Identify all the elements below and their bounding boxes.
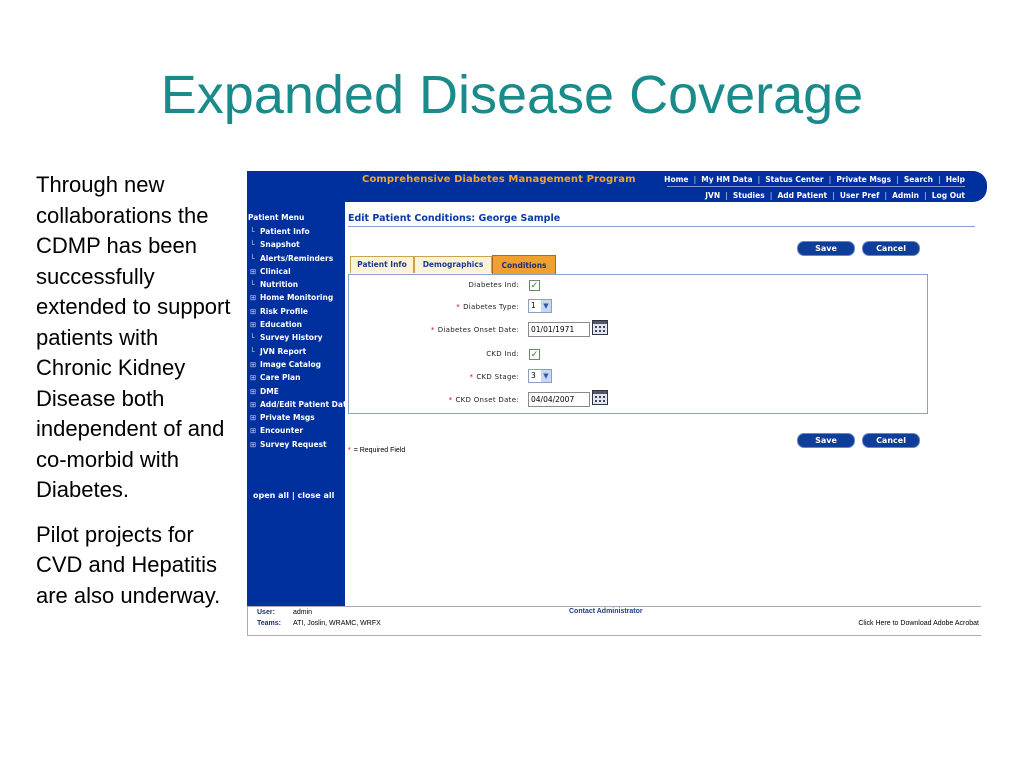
ckd-stage-label-text: CKD Stage: — [476, 373, 519, 381]
nav-home[interactable]: Home — [664, 175, 689, 184]
cdmp-app-screenshot — [247, 171, 989, 637]
sidebar-item-label: Survey History — [260, 333, 323, 343]
tab-patient-info[interactable]: Patient Info — [350, 256, 414, 273]
ckd-stage-select[interactable] — [528, 369, 552, 383]
sidebar-item[interactable] — [250, 225, 345, 238]
required-field-note — [348, 447, 405, 454]
diabetes-type-value: 1 — [531, 301, 536, 310]
conditions-form — [348, 274, 928, 414]
tree-plus-icon[interactable]: ⊞ — [250, 293, 257, 303]
sidebar-item[interactable] — [250, 438, 345, 451]
top-nav-primary: Home | My HM Data | Status Center | Private Msgs | Search | Help — [664, 175, 965, 184]
tree-plus-icon[interactable]: ⊞ — [250, 306, 257, 316]
row-ckd-onset — [349, 390, 927, 412]
required-star: * — [456, 303, 461, 311]
sidebar-item-label: Image Catalog — [260, 359, 322, 369]
cancel-button-top[interactable]: Cancel — [862, 241, 920, 256]
nav-add-patient[interactable]: Add Patient — [777, 191, 828, 200]
open-all-link[interactable]: open all — [253, 491, 290, 500]
sidebar-item[interactable] — [250, 371, 345, 384]
sidebar-item[interactable] — [250, 291, 345, 304]
sidebar-item-label: Home Monitoring — [260, 293, 334, 303]
sidebar-item-label: Risk Profile — [260, 306, 308, 316]
app-title: Comprehensive Diabetes Management Program — [362, 174, 636, 185]
tree-plus-icon[interactable]: ⊞ — [250, 399, 257, 409]
tree-branch-icon: └ — [250, 240, 255, 250]
ckd-onset-label — [449, 396, 519, 404]
ckd-onset-label-text: CKD Onset Date: — [455, 396, 519, 404]
diabetes-onset-label — [431, 326, 519, 334]
row-diabetes-type — [349, 297, 927, 319]
tree-controls — [253, 491, 334, 500]
save-button-bottom[interactable]: Save — [797, 433, 855, 448]
heading-divider — [348, 226, 975, 227]
ckd-onset-date-input[interactable]: 04/04/2007 — [528, 392, 590, 407]
ckd-stage-label — [470, 373, 520, 381]
teams-label: Teams: — [257, 620, 281, 627]
tree-plus-icon[interactable]: ⊞ — [250, 413, 257, 423]
sidebar-item[interactable] — [250, 358, 345, 371]
slide-body — [36, 170, 236, 625]
cancel-button-bottom[interactable]: Cancel — [862, 433, 920, 448]
bullet-paragraph: Through new collaborations the CDMP has been successfully extended to support patients with Chronic Kidney Disease both independent of and co-morbid with Diabetes. — [36, 172, 231, 502]
sidebar-item-label: Survey Request — [260, 439, 327, 449]
sidebar-item-label: DME — [260, 386, 279, 396]
required-star: * — [348, 447, 351, 454]
app-header — [247, 171, 987, 202]
sidebar-item[interactable] — [250, 411, 345, 424]
sidebar-item[interactable] — [250, 278, 345, 291]
tree-plus-icon[interactable]: ⊞ — [250, 439, 257, 449]
tree-plus-icon[interactable]: ⊞ — [250, 426, 257, 436]
tab-conditions[interactable]: Conditions — [492, 255, 556, 274]
sidebar-item-label: JVN Report — [260, 346, 307, 356]
nav-private-msgs[interactable]: Private Msgs — [836, 175, 892, 184]
row-ckd-stage — [349, 367, 927, 389]
sidebar-item[interactable] — [250, 424, 345, 437]
tree-plus-icon[interactable]: ⊞ — [250, 386, 257, 396]
tree-branch-icon: └ — [250, 346, 255, 356]
tree-branch-icon: └ — [250, 280, 255, 290]
ckd-ind-label: CKD Ind: — [486, 350, 519, 358]
sidebar-item[interactable] — [250, 265, 345, 278]
patient-menu-heading: Patient Menu — [248, 213, 305, 222]
required-field-text: = Required Field — [353, 447, 406, 454]
main-content — [345, 202, 978, 606]
diabetes-type-label — [456, 303, 519, 311]
calendar-icon[interactable] — [592, 320, 608, 335]
app-footer — [247, 606, 981, 636]
sidebar-item[interactable] — [250, 318, 345, 331]
slide-title: Expanded Disease Coverage — [160, 65, 864, 125]
nav-status-center[interactable]: Status Center — [765, 175, 824, 184]
sidebar-item[interactable] — [250, 252, 345, 265]
required-star: * — [430, 326, 435, 334]
sidebar-item-label: Clinical — [260, 266, 291, 276]
user-label: User: — [257, 609, 275, 616]
patient-menu-tree — [250, 225, 352, 451]
ckd-ind-checkbox[interactable]: ✓ — [530, 349, 539, 359]
tree-plus-icon[interactable]: ⊞ — [250, 359, 257, 369]
tree-controls-separator: | — [291, 491, 295, 500]
tree-plus-icon[interactable]: ⊞ — [250, 373, 257, 383]
sidebar-item[interactable] — [250, 345, 345, 358]
close-all-link[interactable]: close all — [297, 491, 335, 500]
contact-administrator-link[interactable]: Contact Administrator — [569, 608, 643, 615]
ckd-stage-value: 3 — [531, 371, 536, 380]
nav-studies[interactable]: Studies — [732, 191, 765, 200]
diabetes-ind-label: Diabetes Ind: — [468, 281, 519, 289]
page-heading: Edit Patient Conditions: George Sample — [348, 213, 561, 224]
nav-jvn[interactable]: JVN — [705, 191, 721, 200]
sidebar-item[interactable] — [250, 238, 345, 251]
sidebar-item-label: Alerts/Reminders — [260, 253, 334, 263]
chevron-down-icon: ▼ — [541, 370, 551, 382]
sidebar-item-label: Care Plan — [260, 373, 301, 383]
diabetes-ind-checkbox[interactable]: ✓ — [530, 280, 539, 290]
bullet-paragraph: Pilot projects for CVD and Hepatitis are also underway. — [36, 521, 221, 608]
sidebar-item-label: Nutrition — [260, 280, 299, 290]
nav-my-hm-data[interactable]: My HM Data — [701, 175, 753, 184]
sidebar-item[interactable] — [250, 385, 345, 398]
diabetes-type-label-text: Diabetes Type: — [463, 303, 519, 311]
tree-plus-icon[interactable]: ⊞ — [250, 320, 257, 330]
nav-log-out[interactable]: Log Out — [931, 191, 965, 200]
top-nav-secondary: JVN | Studies | Add Patient | User Pref | Admin | Log Out — [705, 191, 965, 200]
row-diabetes-ind — [349, 275, 927, 297]
tab-demographics[interactable]: Demographics — [414, 256, 492, 273]
sidebar-item[interactable] — [250, 398, 352, 411]
sidebar-item-label: Patient Info — [260, 227, 310, 236]
sidebar-item-label: Education — [260, 320, 302, 330]
nav-user-pref[interactable]: User Pref — [839, 191, 880, 200]
sidebar-item-label: Encounter — [260, 426, 304, 436]
nav-help[interactable]: Help — [945, 175, 965, 184]
tree-branch-icon: └ — [250, 253, 255, 263]
tree-branch-icon: └ — [250, 227, 255, 236]
nav-search[interactable]: Search — [903, 175, 933, 184]
teams-value: ATI, Joslin, WRAMC, WRFX — [293, 620, 381, 627]
diabetes-onset-date-input[interactable]: 01/01/1971 — [528, 322, 590, 337]
tree-branch-icon: └ — [250, 333, 255, 343]
user-value: admin — [293, 609, 313, 616]
nav-admin[interactable]: Admin — [892, 191, 920, 200]
row-ckd-ind — [349, 344, 927, 366]
sidebar-item[interactable] — [250, 305, 345, 318]
sidebar-item-label: Snapshot — [260, 240, 300, 250]
diabetes-onset-label-text: Diabetes Onset Date: — [437, 326, 519, 334]
required-star: * — [469, 373, 474, 381]
sidebar-item-label: Add/Edit Patient Data — [260, 399, 352, 409]
tree-plus-icon[interactable]: ⊞ — [250, 266, 257, 276]
diabetes-type-select[interactable] — [528, 299, 552, 313]
chevron-down-icon: ▼ — [541, 300, 551, 312]
calendar-icon[interactable] — [592, 390, 608, 405]
download-acrobat-link[interactable]: Click Here to Download Adobe Acrobat — [858, 620, 979, 627]
row-diabetes-onset — [349, 320, 927, 342]
save-button-top[interactable]: Save — [797, 241, 855, 256]
sidebar-item[interactable] — [250, 331, 345, 344]
patient-menu-sidebar — [247, 202, 352, 606]
sidebar-item-label: Private Msgs — [260, 413, 315, 423]
nav-divider — [667, 186, 965, 187]
required-star: * — [448, 396, 453, 404]
